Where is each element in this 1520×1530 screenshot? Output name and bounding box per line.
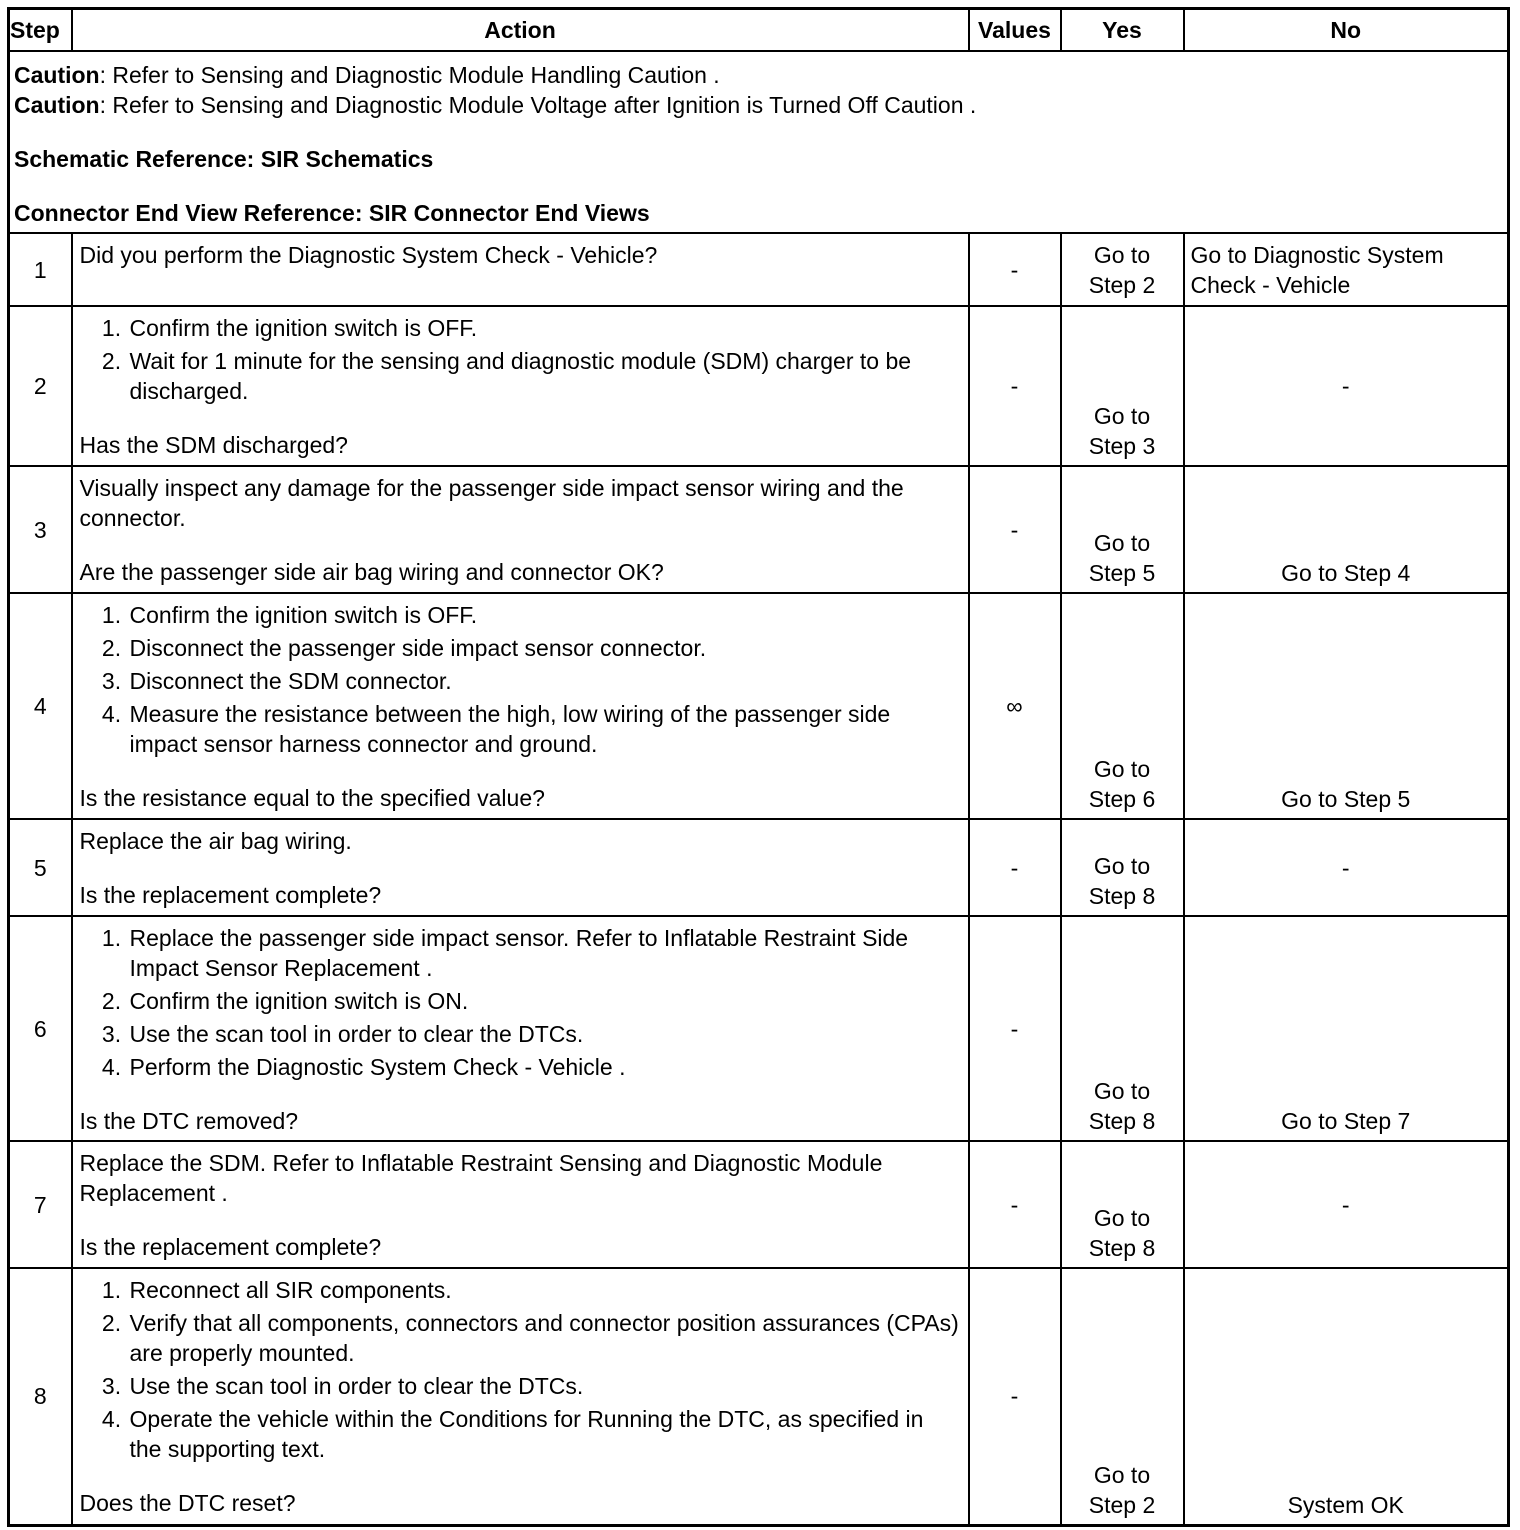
action-question: Is the DTC removed? [79,1108,299,1134]
yes-cell: Go to Step 6 [1061,593,1184,819]
step-number: 5 [9,819,72,916]
step-number: 2 [9,306,72,466]
caution-line-2 [14,90,1503,120]
header-yes: Yes [1061,9,1184,52]
diagnostic-table [7,7,1510,1527]
caution-cell [9,51,1509,233]
action-question: Are the passenger side air bag wiring and connector OK? [79,559,664,585]
table-row [9,1141,1509,1268]
caution-text: : Refer to Sensing and Diagnostic Module Voltage after Ignition is Turned Off Caution . [99,92,977,118]
caution-label: Caution [14,92,100,118]
action-cell [72,306,969,466]
yes-cell: Go to Step 8 [1061,819,1184,916]
value-cell: - [969,1141,1061,1268]
table-row [9,306,1509,466]
table-row [9,466,1509,593]
caution-row [9,51,1509,233]
header-no: No [1184,9,1509,52]
yes-cell: Go to Step 8 [1061,1141,1184,1268]
no-cell: Go to Step 5 [1184,593,1509,819]
caution-text: : Refer to Sensing and Diagnostic Module Handling Caution . [99,62,720,88]
action-steps: 1. Confirm the ignition switch is OFF. 2. Wait for 1 minute for the sensing and diagnostic module (SDM) charger to be discharged. [80,313,960,406]
action-cell [72,1268,969,1525]
step-number: 1 [9,233,72,306]
action-cell [72,916,969,1141]
yes-cell: Go to Step 3 [1061,306,1184,466]
step-number: 6 [9,916,72,1141]
yes-cell: Go to Step 2 [1061,1268,1184,1525]
connector-reference: Connector End View Reference: SIR Connector End Views [14,200,650,226]
action-steps: 1. Reconnect all SIR components. 2. Verify that all components, connectors and connector position assurances (CPAs) are properly mounted. 3. Use the scan tool in order to clear the DTCs. 4. Operate the vehicle within the Conditions for Running the DTC, as specified in the supporting text. [80,1275,960,1464]
yes-cell: Go to Step 8 [1061,916,1184,1141]
no-cell: Go to Diagnostic System Check - Vehicle [1184,233,1509,306]
table-row [9,1268,1509,1525]
step-number: 3 [9,466,72,593]
table-row [9,233,1509,306]
step-number: 4 [9,593,72,819]
action-steps: 1. Confirm the ignition switch is OFF. 2. Disconnect the passenger side impact sensor connector. 3. Disconnect the SDM connector. 4. Measure the resistance between the high, low wiring of the passenger side impact sensor harness connector and ground. [80,600,960,759]
action-steps: 1. Replace the passenger side impact sensor. Refer to Inflatable Restraint Side Impact Sensor Replacement . 2. Confirm the ignition switch is ON. 3. Use the scan tool in order to clear the DTCs. 4. Perform the Diagnostic System Check - Vehicle . [80,923,960,1082]
yes-cell: Go to Step 5 [1061,466,1184,593]
no-cell: System OK [1184,1268,1509,1525]
action-question: Is the replacement complete? [79,882,382,908]
no-cell: Go to Step 7 [1184,916,1509,1141]
action-cell: Replace the SDM. Refer to Inflatable Restraint Sensing and Diagnostic Module Replacement . Is the replacement complete? [72,1141,969,1268]
value-cell: - [969,466,1061,593]
value-cell: ∞ [969,593,1061,819]
action-cell: Visually inspect any damage for the passenger side impact sensor wiring and the connector. Are the passenger side air bag wiring and connector OK? [72,466,969,593]
value-cell: - [969,1268,1061,1525]
action-cell [72,593,969,819]
caution-line-1 [14,60,1503,90]
action-cell: Replace the air bag wiring. Is the replacement complete? [72,819,969,916]
schematic-reference: Schematic Reference: SIR Schematics [14,146,434,172]
header-action: Action [72,9,969,52]
caution-label: Caution [14,62,100,88]
step-number: 7 [9,1141,72,1268]
table-row [9,819,1509,916]
action-question: Is the resistance equal to the specified value? [79,785,545,811]
action-question: Is the replacement complete? [79,1234,382,1260]
value-cell: - [969,819,1061,916]
table-row [9,593,1509,819]
yes-cell: Go to Step 2 [1061,233,1184,306]
value-cell: - [969,916,1061,1141]
header-step: Step [9,9,72,52]
action-cell: Did you perform the Diagnostic System Check - Vehicle? [72,233,969,306]
action-question: Does the DTC reset? [79,1490,296,1516]
table-row [9,916,1509,1141]
no-cell: - [1184,1141,1509,1268]
action-question: Has the SDM discharged? [79,432,348,458]
no-cell: Go to Step 4 [1184,466,1509,593]
step-number: 8 [9,1268,72,1525]
header-values: Values [969,9,1061,52]
header-row [9,9,1509,52]
value-cell: - [969,233,1061,306]
no-cell: - [1184,306,1509,466]
no-cell: - [1184,819,1509,916]
value-cell: - [969,306,1061,466]
